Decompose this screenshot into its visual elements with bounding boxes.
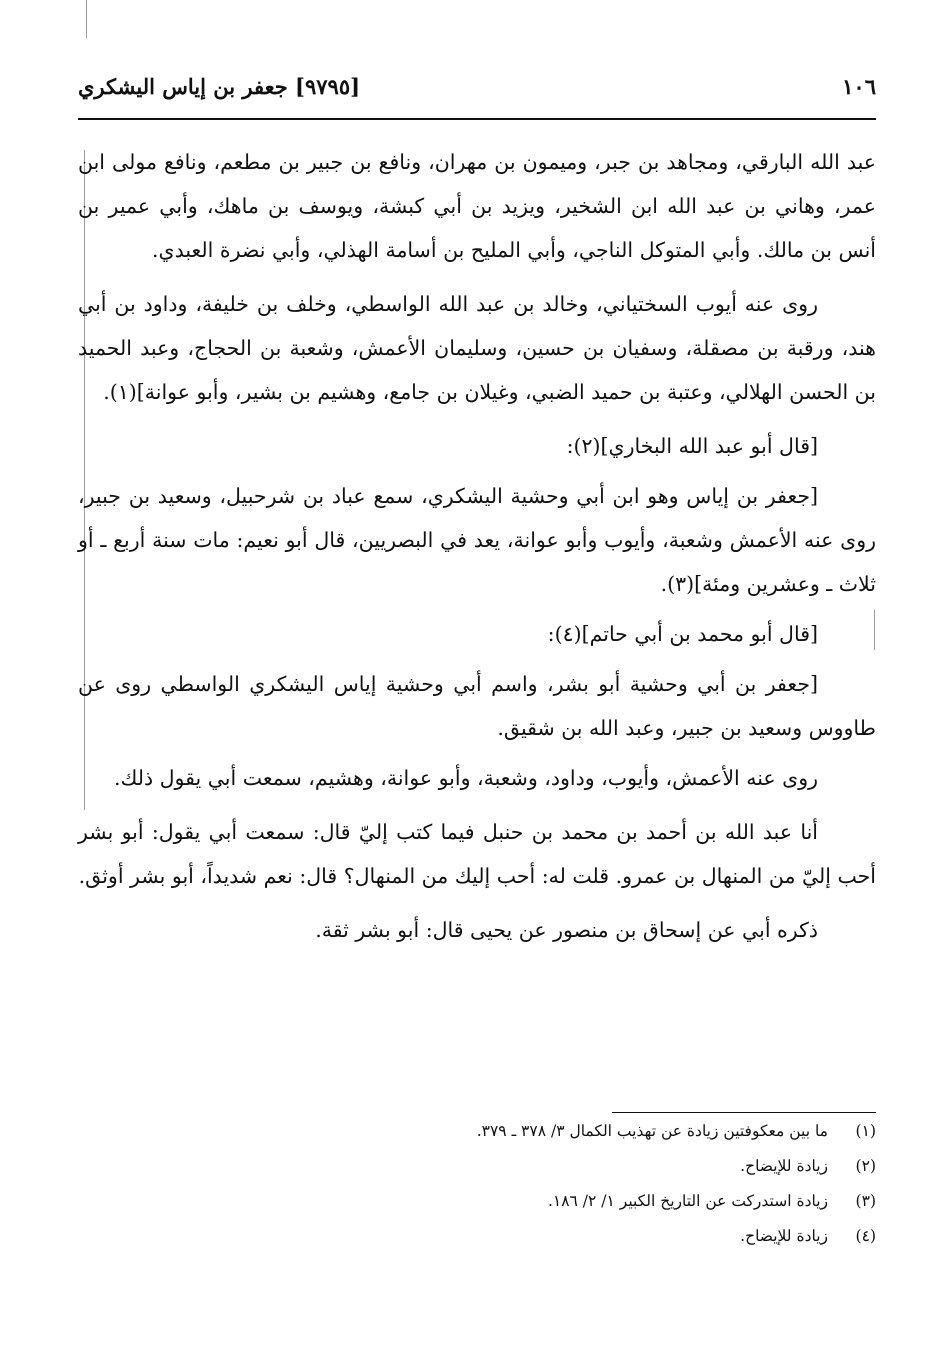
page-header	[78, 74, 876, 118]
scan-margin-line-top	[86, 0, 87, 38]
footnote-number: (١)	[855, 1122, 876, 1140]
footnote-text: ما بين معكوفتين زيادة عن تهذيب الكمال ٣/ ٣٧٨ ـ ٣٧٩.	[476, 1122, 828, 1140]
page-number: ١٠٦	[842, 74, 876, 99]
footnote-number: (٤)	[855, 1227, 876, 1245]
paragraph: [جعفر بن إياس وهو ابن أبي وحشية اليشكري، سمع عباد بن شرحبيل، وسعيد بن جبير، روى عنه الأعمش وشعبة، وأيوب وأبو عوانة، يعد في البصريين، قال أبو نعيم: مات سنة أربع ـ أو ثلاث ـ وعشرين ومئة](٣).	[78, 484, 876, 596]
paragraph: [جعفر بن أبي وحشية أبو بشر، واسم أبي وحشية إياس اليشكري الواسطي روى عن طاووس وسعيد بن جبير، وعبد الله بن شقيق.	[78, 672, 876, 740]
footnotes	[78, 1114, 876, 1254]
footnote-divider	[612, 1112, 876, 1113]
header-title: [٩٧٩٥] جعفر بن إياس اليشكري	[78, 74, 361, 99]
footnote-text: زيادة للإيضاح.	[740, 1227, 828, 1245]
footnote-item	[78, 1219, 876, 1254]
footnote-text: زيادة للإيضاح.	[740, 1157, 828, 1175]
paragraph: روى عنه أيوب السختياني، وخالد بن عبد الله الواسطي، وخلف بن خليفة، وداود بن أبي هند، ورقبة بن مصقلة، وسفيان بن حسين، وسليمان الأعمش، وشعبة بن الحجاج، وعبد الحميد بن الحسن الهلالي، وعتبة بن حميد الضبي، وغيلان بن جامع، وهشيم بن بشير، وأبو عوانة](١).	[78, 292, 876, 404]
footnote-item	[78, 1149, 876, 1184]
paragraph: أنا عبد الله بن أحمد بن محمد بن حنبل فيما كتب إليّ قال: سمعت أبي يقول: أبو بشر أحب إليّ من المنهال بن عمرو. قلت له: أحب إليك من المنهال؟ قال: نعم شديداً، أبو بشر أوثق.	[78, 820, 876, 888]
paragraph: [قال أبو عبد الله البخاري](٢):	[566, 434, 818, 458]
paragraph: ذكره أبي عن إسحاق بن منصور عن يحيى قال: أبو بشر ثقة.	[315, 918, 818, 942]
footnote-text: زيادة استدركت عن التاريخ الكبير ١/ ٢/ ١٨٦.	[547, 1192, 828, 1210]
footnote-number: (٢)	[855, 1157, 876, 1175]
paragraph: عبد الله البارقي، ومجاهد بن جبر، وميمون بن مهران، ونافع بن جبير بن مطعم، ونافع مولى ابن عمر، وهاني بن عبد الله ابن الشخير، ويزيد بن أبي كبشة، ويوسف بن ماهك، وأبي عمير بن أنس بن مالك. وأبي المتوكل الناجي، وأبي المليح بن أسامة الهذلي، وأبي نضرة العبدي.	[78, 150, 876, 262]
paragraph: روى عنه الأعمش، وأيوب، وداود، وشعبة، وأبو عوانة، وهشيم، سمعت أبي يقول ذلك.	[113, 766, 818, 790]
paragraph: [قال أبو محمد بن أبي حاتم](٤):	[547, 622, 818, 646]
header-divider	[78, 118, 876, 120]
footnote-number: (٣)	[855, 1192, 876, 1210]
main-text	[78, 140, 876, 962]
footnote-item	[78, 1184, 876, 1219]
footnote-item	[78, 1114, 876, 1149]
